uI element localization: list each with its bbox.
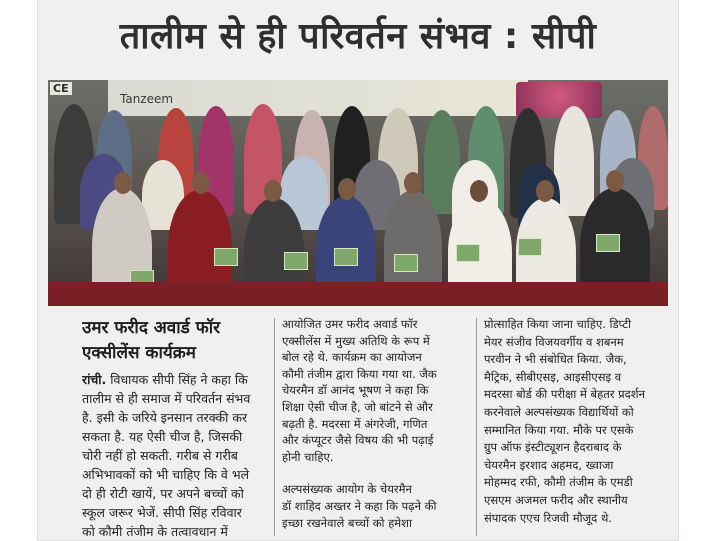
article-text-line: मेयर संजीव विजयवर्गीय व शबनम	[484, 334, 624, 349]
article-text-line: सम्मानित किया गया. मौके पर एसके	[484, 422, 634, 437]
head	[404, 172, 422, 194]
stage-rug	[48, 282, 668, 306]
article-column-3	[484, 316, 674, 527]
article-text-line: अभिभावकों को भी चाहिए कि वे भले	[82, 467, 250, 482]
article-text-line: है. इसी के जरिये इनसान तरक्की कर	[82, 410, 248, 425]
headline: तालीम से ही परिवर्तन संभव : सीपी	[119, 16, 597, 57]
head	[470, 180, 488, 202]
article-text-line: प्रोत्साहित किया जाना चाहिए. डिप्टी	[484, 317, 632, 331]
article-text-line: मदरसा बोर्ड की परीक्षा में बेहतर प्रदर्शन	[484, 387, 645, 402]
head	[338, 178, 356, 200]
dateline: रांची.	[82, 372, 107, 387]
column-divider	[476, 318, 477, 536]
article-text-line: अल्पसंख्यक आयोग के चेयरमैन	[282, 482, 412, 497]
banner-text: Tanzeem	[120, 92, 174, 106]
head	[114, 172, 132, 194]
column-divider	[274, 318, 275, 536]
article-subheading-line-1: उमर फरीद अवार्ड फॉर	[82, 318, 221, 338]
article-text-line: स्कूल जरूर भेजें. सीपी सिंह रविवार	[82, 505, 242, 520]
article-text-line: दो ही रोटी खायें, पर अपने बच्चों को	[82, 486, 244, 501]
certificate	[284, 252, 308, 270]
article-text-line: होनी चाहिए.	[282, 449, 334, 464]
article-text-line: संपादक एएच रिजवी मौजूद थे.	[484, 510, 612, 525]
article-text-line: चोरी नहीं हो सकती. गरीब से गरीब	[82, 448, 238, 463]
head	[536, 180, 554, 202]
article-text-line: शिक्षा ऐसी चीज है, जो बांटने से और	[282, 399, 433, 414]
head	[606, 170, 624, 192]
certificate	[334, 248, 358, 266]
article-text-line: एक्सीलेंस में मुख्य अतिथि के रूप में	[282, 333, 430, 348]
article-text-line: सकता है. यह ऐसी चीज है, जिसकी	[82, 429, 243, 444]
photo-corner-label: CE	[50, 82, 72, 95]
article-text-line: ग्रुप ऑफ इंस्टीट्यूशन हैदराबाद के	[484, 440, 622, 455]
article-text-line: परवीन ने भी संबोधित किया. जैक,	[484, 352, 627, 367]
article-text-line: इच्छा रखनेवाले बच्चों को हमेशा	[282, 515, 412, 530]
article-text-line: आयोजित उमर फरीद अवार्ड फॉर	[282, 317, 418, 331]
certificate	[214, 248, 238, 266]
article-text-line: एसएम अजमल फरीद और स्थानीय	[484, 492, 628, 507]
certificate	[596, 234, 620, 252]
article-text-line: चेयरमैन इरशाद अहमद, ख्वाजा	[484, 457, 614, 472]
article-text-line: तालीम से ही समाज में परिवर्तन संभव	[82, 391, 251, 406]
article-text-line: विधायक सीपी सिंह ने कहा कि	[110, 372, 248, 387]
article-text-line	[282, 465, 470, 481]
article-text-line: को कौमी तंजीम के तत्वावधान में	[82, 524, 228, 539]
article-text-line: बोल रहे थे. कार्यक्रम का आयोजन	[282, 350, 422, 365]
article-text-line: करनेवाले अल्पसंख्यक विद्यार्थियों को	[484, 404, 634, 419]
certificate	[518, 238, 542, 256]
event-photo	[48, 80, 668, 306]
person-back-12	[554, 106, 594, 216]
certificate	[456, 244, 480, 262]
head	[264, 180, 282, 202]
article-text-line: बढ़ती है. मदरसा में अंगरेजी, गणित	[282, 416, 428, 431]
certificate	[394, 254, 418, 272]
article-text-line: चेयरमैन डॉ आनंद भूषण ने कहा कि	[282, 383, 429, 398]
article-text-line: मोहम्मद रफी, कौमी तंजीम के एमडी	[484, 475, 633, 490]
article-column-2	[282, 316, 470, 531]
article-subheading-line-2: एक्सीलेंस कार्यक्रम	[82, 343, 196, 363]
article-text-line: मैट्रिक, सीबीएसइ, आइसीएसइ व	[484, 369, 622, 384]
article-text-line: और कंप्यूटर जैसे विषय की भी पढ़ाई	[282, 433, 434, 448]
newspaper-clipping	[38, 0, 678, 540]
head	[192, 172, 210, 194]
article-text-line: कौमी तंजीम द्वारा किया गया था. जैक	[282, 366, 437, 381]
article-text-line: डॉ शाहिद अख्तर ने कहा कि पढ़ने की	[282, 498, 437, 513]
